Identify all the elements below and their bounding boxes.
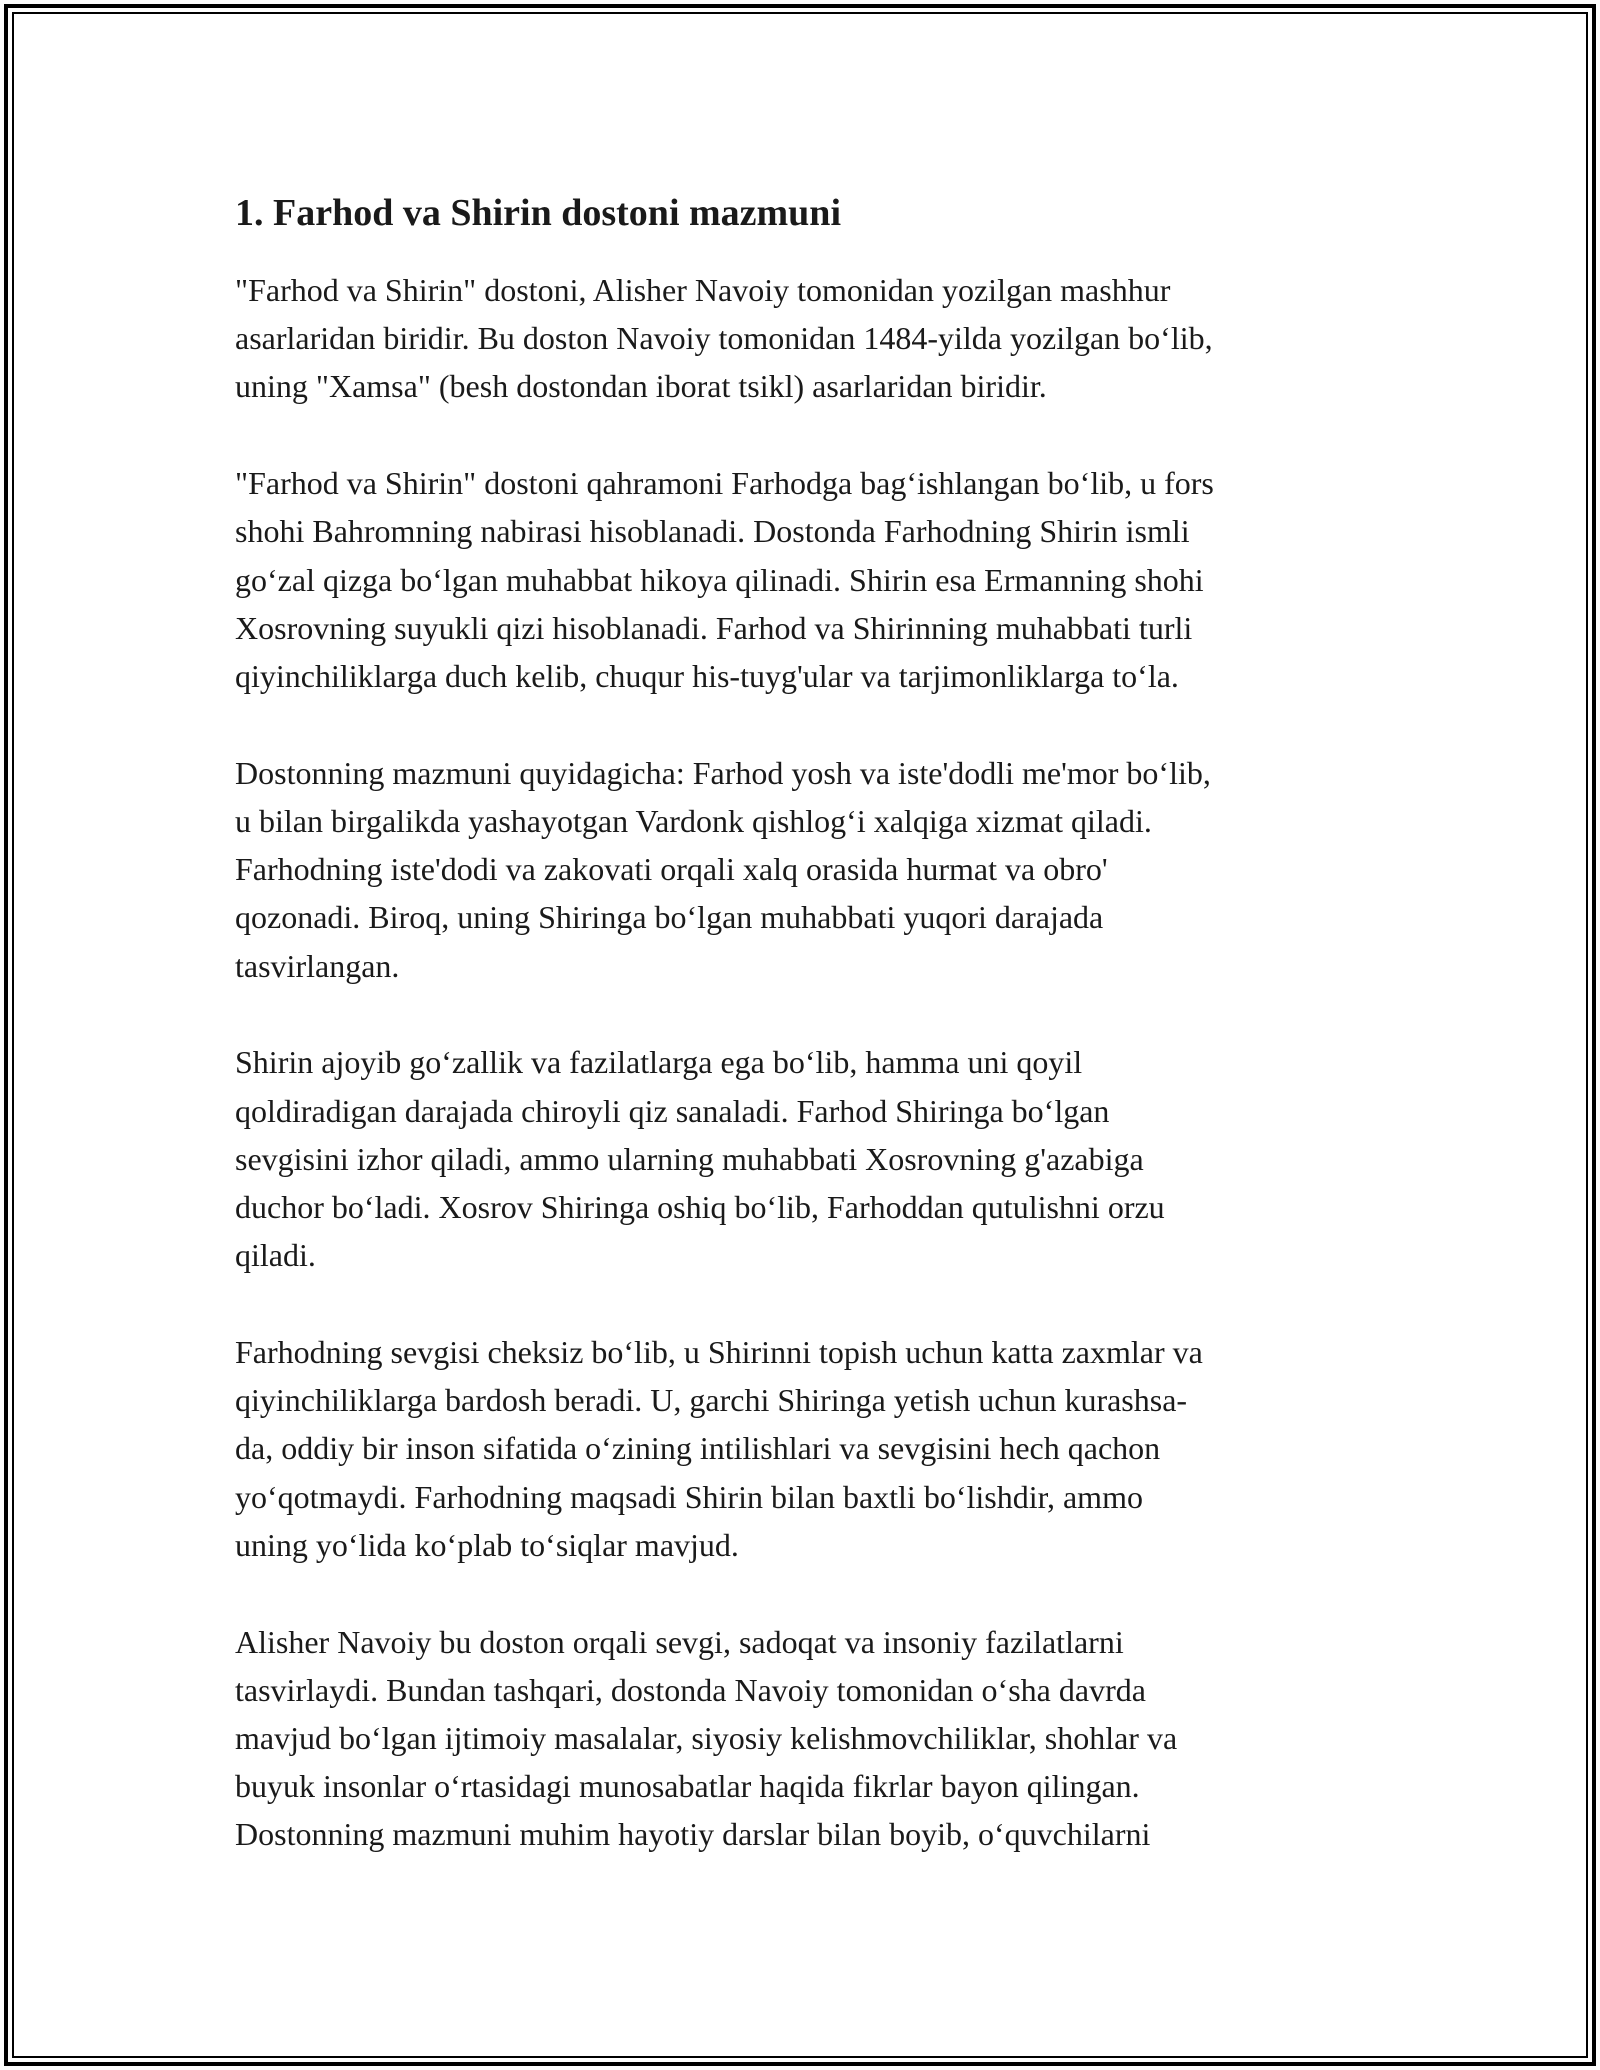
text-line: sevgisini izhor qiladi, ammo ularning muhabbati Xosrovning g'azabiga [235,1140,1144,1177]
paragraph-6 [235,1618,1365,1859]
document-content [235,186,1365,1907]
paragraph-5 [235,1328,1365,1569]
text-line: shohi Bahromning nabirasi hisoblanadi. Dostonda Farhodning Shirin ismli [235,513,1190,550]
text-line: qoldiradigan darajada chiroyli qiz sanaladi. Farhod Shiringa bo‘lgan [235,1092,1110,1129]
text-line: qiyinchiliklarga duch kelib, chuqur his-tuyg'ular va tarjimonliklarga to‘la. [235,658,1179,695]
text-line: qiyinchiliklarga bardosh beradi. U, garchi Shiringa yetish uchun kurashsa- [235,1382,1188,1419]
text-line: qiladi. [235,1237,316,1274]
paragraph-3 [235,749,1365,990]
text-line: Farhodning sevgisi cheksiz bo‘lib, u Shirinni topish uchun katta zaxmlar va [235,1334,1203,1371]
paragraph-1 [235,266,1365,411]
text-line: uning yo‘lida ko‘plab to‘siqlar mavjud. [235,1526,739,1563]
text-line: duchor bo‘ladi. Xosrov Shiringa oshiq bo‘lib, Farhoddan qutulishni orzu [235,1189,1165,1226]
text-line: qozonadi. Biroq, uning Shiringa bo‘lgan muhabbati yuqori darajada [235,899,1104,936]
text-line: "Farhod va Shirin" dostoni, Alisher Navoiy tomonidan yozilgan mashhur [235,272,1171,308]
text-line: "Farhod va Shirin" dostoni qahramoni Farhodga bag‘ishlangan bo‘lib, u fors [235,465,1214,502]
text-line: Dostonning mazmuni quyidagicha: Farhod yosh va iste'dodli me'mor bo‘lib, [235,754,1211,791]
text-line: Shirin ajoyib go‘zallik va fazilatlarga ega bo‘lib, hamma uni qoyil [235,1044,1083,1081]
text-line: tasvirlaydi. Bundan tashqari, dostonda Navoiy tomonidan o‘sha davrda [235,1671,1146,1708]
text-line: Xosrovning suyukli qizi hisoblanadi. Farhod va Shirinning muhabbati turli [235,609,1193,646]
text-line: tasvirlangan. [235,947,400,984]
text-line: go‘zal qizga bo‘lgan muhabbat hikoya qilinadi. Shirin esa Ermanning shohi [235,561,1204,598]
text-line: Alisher Navoiy bu doston orqali sevgi, sadoqat va insoniy fazilatlarni [235,1623,1124,1660]
text-line: asarlaridan biridir. Bu doston Navoiy tomonidan 1484-yilda yozilgan bo‘lib, [235,320,1213,357]
text-line: Farhodning iste'dodi va zakovati orqali xalq orasida hurmat va obro' [235,851,1108,888]
text-line: uning "Xamsa" (besh dostondan iborat tsikl) asarlaridan biridir. [235,368,1047,405]
text-line: da, oddiy bir inson sifatida o‘zining intilishlari va sevgisini hech qachon [235,1430,1161,1467]
text-line: yo‘qotmaydi. Farhodning maqsadi Shirin bilan baxtli bo‘lishdir, ammo [235,1478,1143,1515]
text-line: mavjud bo‘lgan ijtimoiy masalalar, siyosiy kelishmovchiliklar, shohlar va [235,1720,1178,1757]
text-line: Dostonning mazmuni muhim hayotiy darslar bilan boyib, o‘quvchilarni [235,1816,1151,1853]
paragraph-2 [235,459,1365,700]
text-line: buyuk insonlar o‘rtasidagi munosabatlar haqida fikrlar bayon qilingan. [235,1768,1140,1805]
text-line: u bilan birgalikda yashayotgan Vardonk qishlog‘i xalqiga xizmat qiladi. [235,803,1152,840]
paragraph-4 [235,1038,1365,1279]
section-heading: 1. Farhod va Shirin dostoni mazmuni [235,192,841,234]
